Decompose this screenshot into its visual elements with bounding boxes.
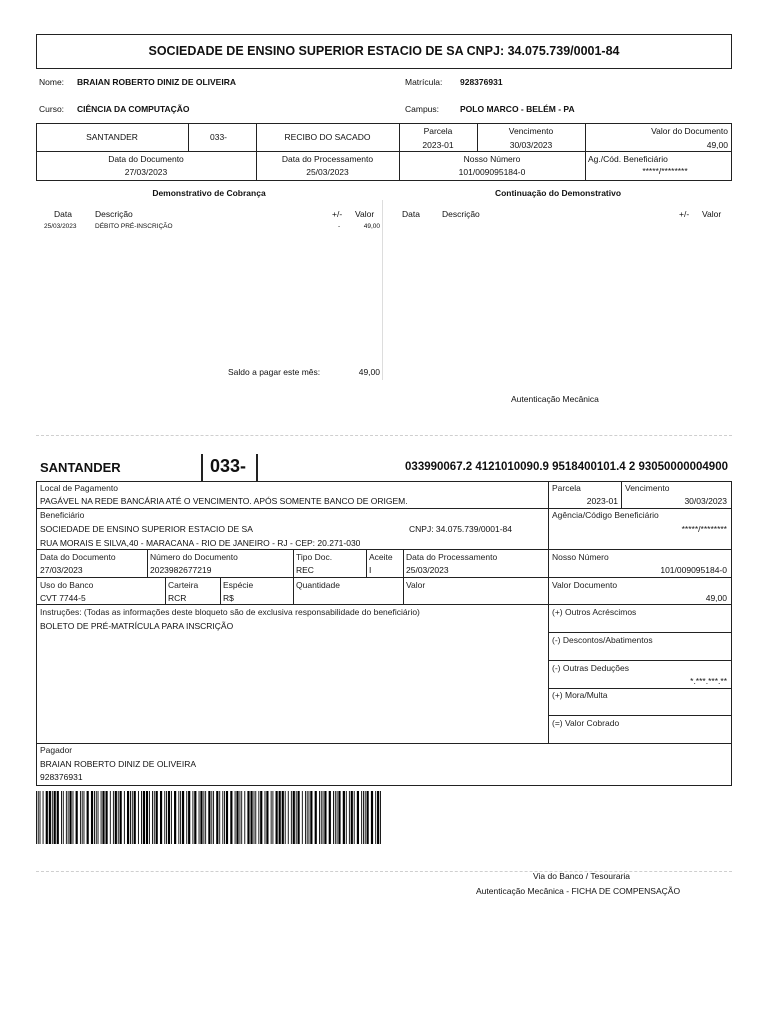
column-divider [382, 200, 383, 380]
curso-label: Curso: [39, 104, 65, 114]
cut-line [36, 435, 732, 436]
receipt-bank: SANTANDER [86, 132, 138, 142]
nosso-numero-value: 101/009095184-0 [660, 565, 727, 575]
vencimento-value: 30/03/2023 [509, 140, 553, 150]
local-pagamento-value: PAGÁVEL NA REDE BANCÁRIA ATÉ O VENCIMENTO. APÓS SOMENTE BANCO DE ORIGEM. [40, 496, 408, 506]
autenticacao-mecanica: Autenticação Mecânica [511, 394, 599, 404]
pagador-matricula: 928376931 [40, 772, 83, 782]
beneficiario-label: Beneficiário [40, 510, 85, 520]
agencia-label: Agência/Código Beneficiário [552, 510, 659, 520]
valor-documento-label: Valor Documento [552, 580, 618, 590]
receipt-bank-code: 033- [210, 132, 228, 142]
row-data: 25/03/2023 [44, 223, 77, 230]
tipo-doc-value: REC [296, 565, 314, 575]
barcode [36, 791, 381, 844]
divider [548, 481, 549, 743]
beneficiario-endereco: RUA MORAIS E SILVA,40 - MARACANA - RIO DE JANEIRO - RJ - CEP: 20.271-030 [40, 538, 361, 548]
valor-documento-value: 49,00 [705, 593, 727, 603]
saldo-value: 49,00 [358, 367, 380, 377]
valor-cobrado-label: (=) Valor Cobrado [552, 718, 620, 728]
nosso-numero-label: Nosso Número [463, 154, 521, 164]
carteira-label: Carteira [168, 580, 199, 590]
divider [188, 123, 189, 151]
divider [293, 549, 294, 577]
data-processamento-label: Data do Processamento [406, 552, 498, 562]
col-valor: Valor [355, 209, 375, 219]
col-descricao: Descrição [95, 209, 133, 219]
uso-banco-label: Uso do Banco [40, 580, 94, 590]
numero-documento-label: Número do Documento [150, 552, 238, 562]
cut-line-bottom [36, 871, 732, 872]
outros-acrescimos-label: (+) Outros Acréscimos [552, 607, 637, 617]
saldo-label: Saldo a pagar este mês: [228, 367, 321, 377]
divider [36, 604, 732, 605]
vencimento-value: 30/03/2023 [684, 496, 727, 506]
agencia-value: *****/******** [681, 524, 727, 534]
beneficiario-value: SOCIEDADE DE ENSINO SUPERIOR ESTACIO DE SA [40, 524, 253, 534]
campus-label: Campus: [405, 104, 440, 114]
outras-deducoes-value: *.***.***.** [690, 676, 727, 686]
ficha-compensacao: Autenticação Mecânica - FICHA DE COMPENSAÇÃO [476, 886, 681, 896]
descontos-label: (-) Descontos/Abatimentos [552, 635, 653, 645]
divider [36, 549, 732, 550]
parcela-value: 2023-01 [586, 496, 618, 506]
demonstrativo-title: Demonstrativo de Cobrança [152, 188, 266, 198]
divider [548, 632, 732, 633]
data-processamento-value: 25/03/2023 [306, 167, 349, 177]
col-sign-2: +/- [679, 209, 690, 219]
col-descricao-2: Descrição [442, 209, 480, 219]
divider [366, 549, 367, 577]
page-title: SOCIEDADE DE ENSINO SUPERIOR ESTACIO DE SA CNPJ: 34.075.739/0001-84 [148, 44, 620, 58]
divider [548, 660, 732, 661]
parcela-label: Parcela [423, 126, 453, 136]
nome-label: Nome: [39, 77, 65, 87]
row-sign: - [338, 223, 341, 230]
linha-digitavel: 033990067.2 4121010090.9 9518400101.4 2 93050000004900 [405, 461, 728, 473]
col-data: Data [54, 209, 72, 219]
divider [403, 549, 404, 604]
campus-value: POLO MARCO - BELÉM - PA [460, 104, 575, 114]
data-documento-label: Data do Documento [108, 154, 184, 164]
mora-multa-label: (+) Mora/Multa [552, 690, 608, 700]
data-documento-value: 27/03/2023 [124, 167, 168, 177]
data-documento-value: 27/03/2023 [40, 565, 83, 575]
valor-label: Valor [406, 580, 426, 590]
col-data-2: Data [402, 209, 420, 219]
instrucoes-label: Instruções: (Todas as informações deste bloqueto são de exclusiva responsabilidade do beneficiário) [40, 607, 420, 617]
quantidade-label: Quantidade [296, 580, 340, 590]
ag-beneficiario-value: *****/******** [642, 166, 688, 176]
nosso-numero-value: 101/009095184-0 [458, 167, 526, 177]
vencimento-label: Vencimento [625, 483, 670, 493]
aceite-label: Aceite [369, 552, 393, 562]
local-pagamento-label: Local de Pagamento [40, 483, 118, 493]
aceite-value: I [369, 565, 372, 575]
especie-value: R$ [223, 593, 234, 603]
uso-banco-value: CVT 7744-5 [40, 593, 86, 603]
continuacao-title: Continuação do Demonstrativo [494, 188, 622, 198]
boleto-bank-code: 033- [210, 456, 247, 476]
vencimento-label: Vencimento [508, 126, 554, 136]
receipt-title: RECIBO DO SACADO [284, 132, 371, 142]
divider [165, 577, 166, 604]
parcela-label: Parcela [552, 483, 581, 493]
divider [548, 715, 732, 716]
ag-beneficiario-label: Ag./Cód. Beneficiário [588, 154, 668, 164]
col-sign: +/- [332, 209, 343, 219]
divider [548, 688, 732, 689]
divider [293, 577, 294, 604]
data-processamento-value: 25/03/2023 [406, 565, 449, 575]
outras-deducoes-label: (-) Outras Deduções [552, 663, 629, 673]
instrucoes-value: BOLETO DE PRÉ-MATRÍCULA PARA INSCRIÇÃO [40, 621, 234, 631]
data-documento-label: Data do Documento [40, 552, 116, 562]
boleto-bank: SANTANDER [40, 460, 121, 475]
curso-value: CIÊNCIA DA COMPUTAÇÃO [77, 104, 190, 114]
row-descricao: DÉBITO PRÉ-INSCRIÇÃO [95, 223, 173, 230]
valor-documento-label: Valor do Documento [651, 126, 728, 136]
row-valor: 49,00 [363, 223, 380, 230]
valor-documento-value: 49,00 [706, 140, 728, 150]
divider [220, 577, 221, 604]
parcela-value: 2023-01 [422, 140, 454, 150]
nosso-numero-label: Nosso Número [552, 552, 609, 562]
beneficiario-cnpj: CNPJ: 34.075.739/0001-84 [409, 524, 513, 534]
divider [201, 454, 203, 481]
data-processamento-label: Data do Processamento [281, 154, 374, 164]
carteira-value: RCR [168, 593, 187, 603]
divider [36, 577, 732, 578]
numero-documento-value: 2023982677219 [150, 565, 212, 575]
col-valor-2: Valor [702, 209, 722, 219]
matricula-label: Matrícula: [405, 77, 443, 87]
divider [36, 151, 732, 152]
divider [36, 508, 732, 509]
pagador-nome: BRAIAN ROBERTO DINIZ DE OLIVEIRA [40, 759, 197, 769]
divider [36, 743, 732, 744]
divider [147, 549, 148, 577]
especie-label: Espécie [223, 580, 254, 590]
via-banco: Via do Banco / Tesouraria [533, 871, 631, 881]
matricula-value: 928376931 [460, 77, 503, 87]
divider [256, 454, 258, 481]
divider [621, 481, 622, 508]
tipo-doc-label: Tipo Doc. [296, 552, 333, 562]
nome-value: BRAIAN ROBERTO DINIZ DE OLIVEIRA [77, 77, 236, 87]
pagador-label: Pagador [40, 745, 73, 755]
